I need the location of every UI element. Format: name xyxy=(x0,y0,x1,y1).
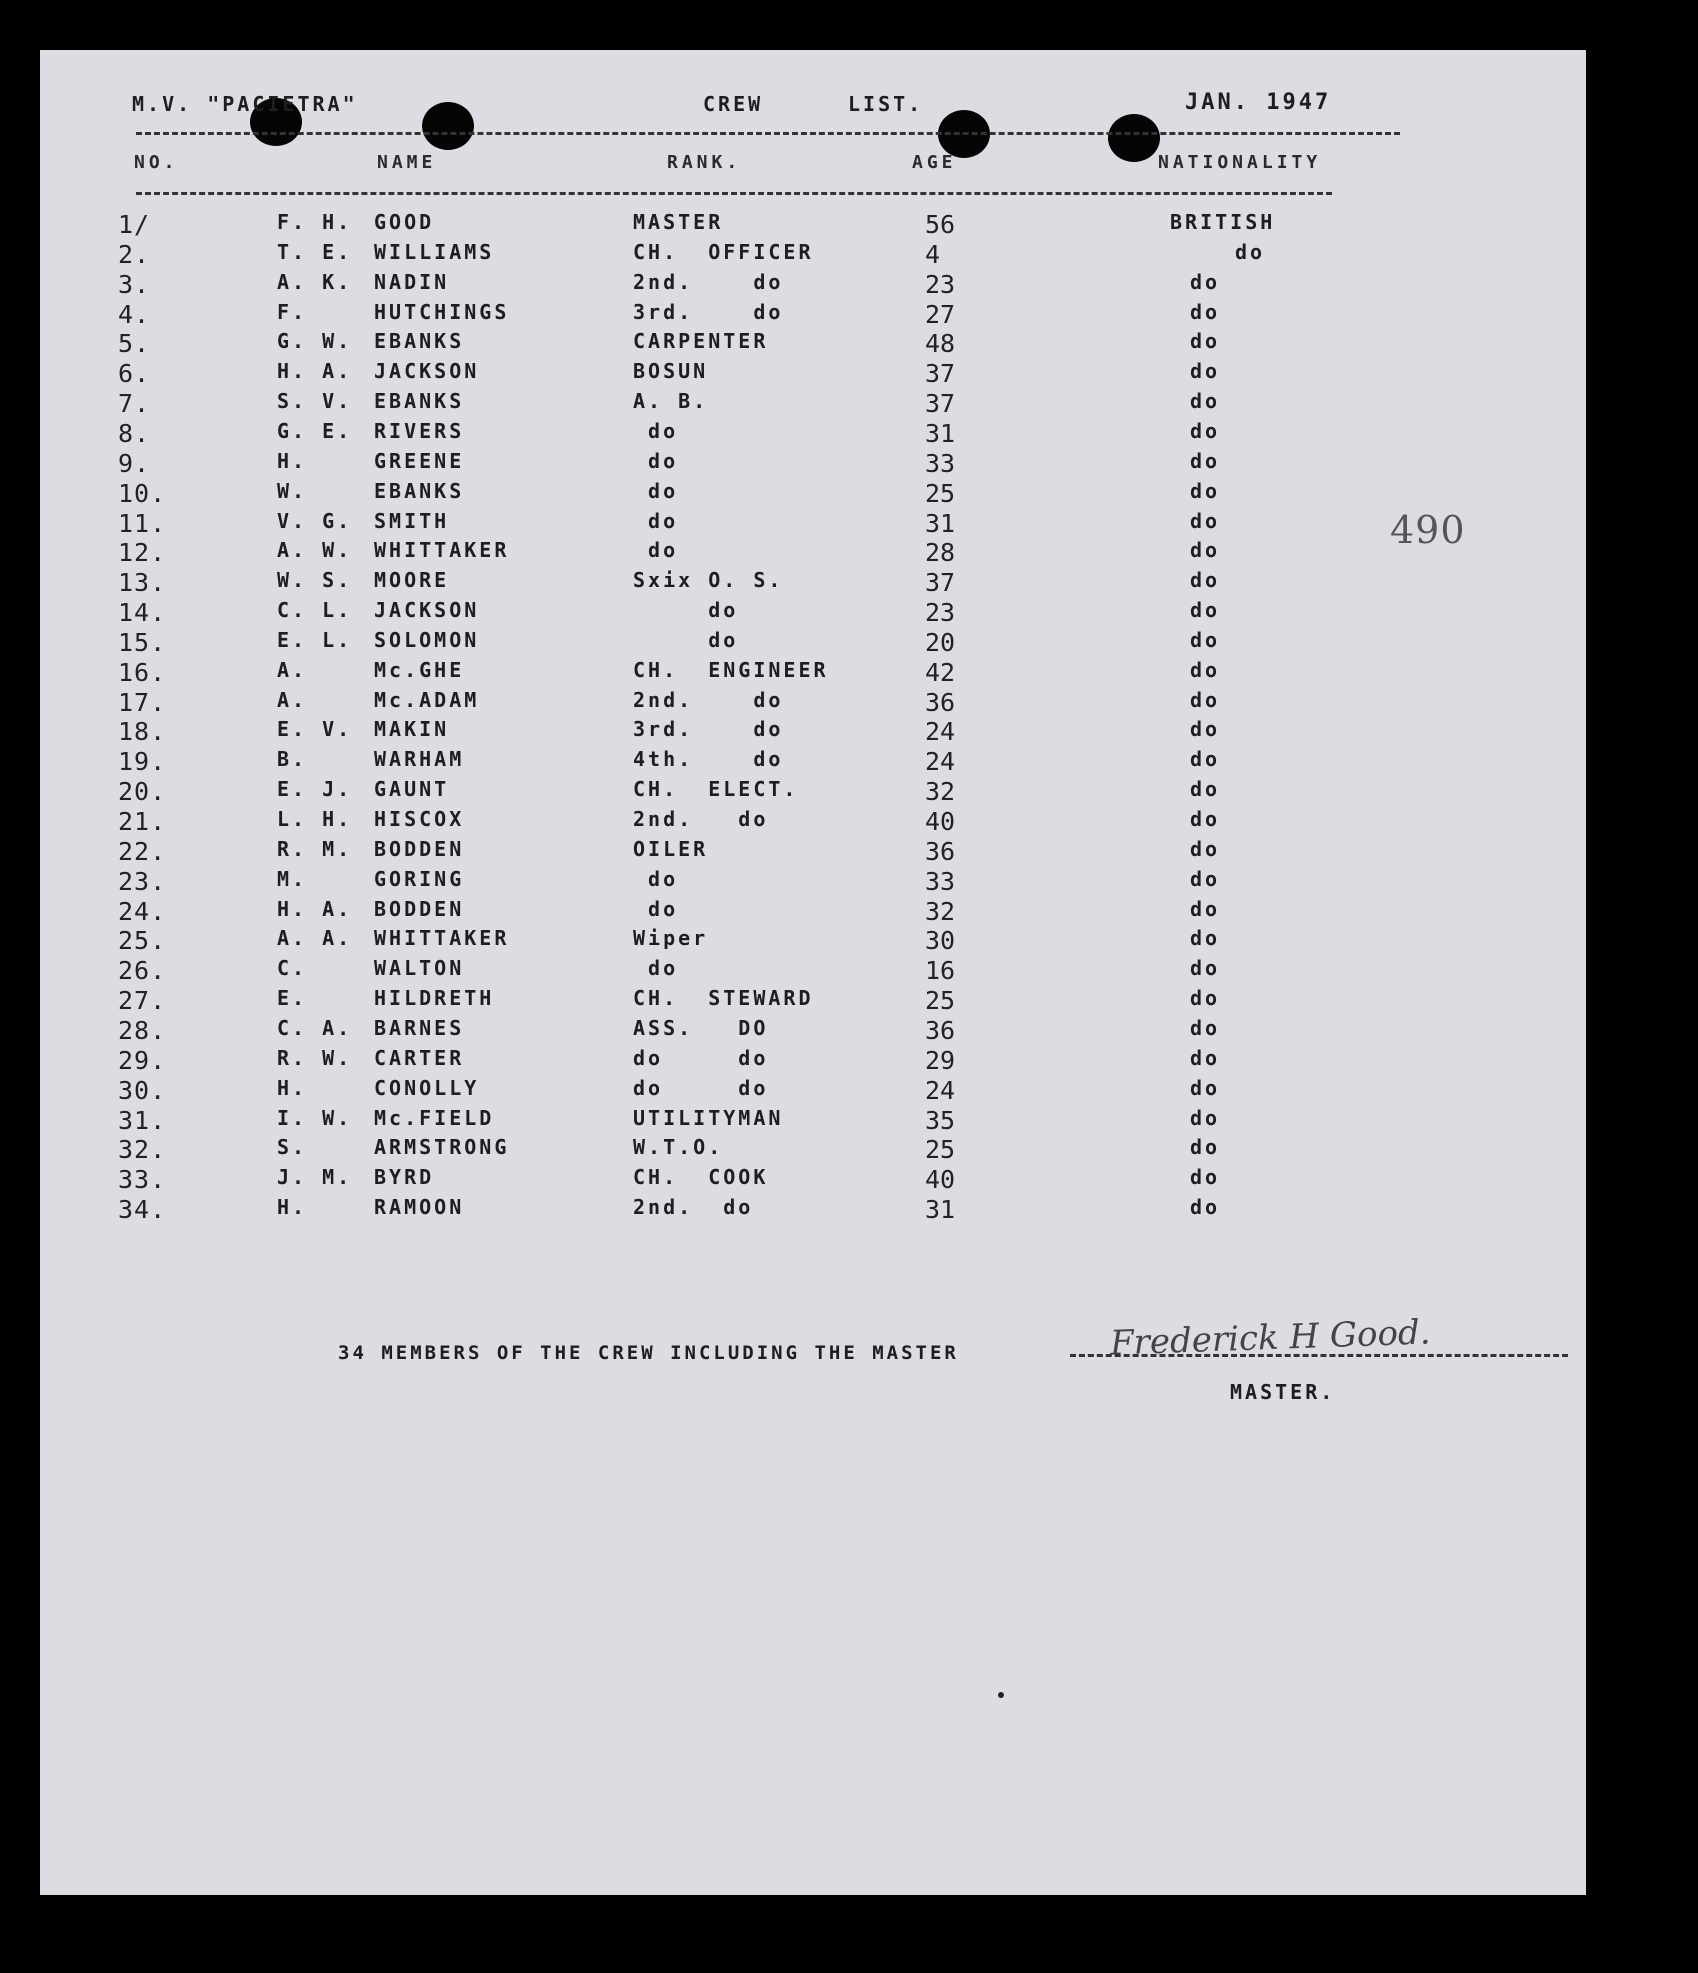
crew-rank: CH. STEWARD xyxy=(633,986,814,1011)
crew-initials: C. A. xyxy=(277,1015,353,1040)
crew-nationality: do xyxy=(1190,1165,1221,1190)
crew-nationality: do xyxy=(1190,598,1221,623)
table-row xyxy=(40,897,1586,927)
crew-rank: W.T.O. xyxy=(633,1135,724,1160)
crew-nationality: do xyxy=(1190,478,1221,503)
crew-initials: M. xyxy=(277,866,308,891)
crew-number: 22. xyxy=(118,836,167,866)
table-row xyxy=(40,747,1586,777)
crew-age: 56 xyxy=(925,210,956,239)
vessel-name: M.V. "PACIETRA" xyxy=(132,92,358,116)
crew-initials: W. S. xyxy=(277,568,353,593)
crew-initials: W. xyxy=(277,478,308,503)
crew-initials: H. xyxy=(277,1195,308,1220)
crew-rank: do xyxy=(633,896,679,921)
crew-surname: RIVERS xyxy=(374,418,465,443)
crew-age: 37 xyxy=(925,359,956,389)
crew-rank: A. B. xyxy=(633,389,709,414)
signature-line xyxy=(1070,1354,1568,1357)
crew-number: 12. xyxy=(118,538,167,568)
crew-number: 23. xyxy=(118,866,167,896)
crew-age: 36 xyxy=(925,836,956,866)
crew-surname: BARNES xyxy=(374,1015,465,1040)
crew-nationality: do xyxy=(1190,448,1221,473)
page-stamp-number: 490 xyxy=(1390,508,1466,552)
crew-rank: ASS. DO xyxy=(633,1015,769,1040)
table-row xyxy=(40,1195,1586,1225)
crew-initials: V. G. xyxy=(277,508,353,533)
table-row xyxy=(40,449,1586,479)
table-row xyxy=(40,837,1586,867)
crew-age: 37 xyxy=(925,389,956,419)
crew-number: 19. xyxy=(118,747,167,777)
crew-rank: 2nd. do xyxy=(633,807,769,831)
crew-initials: E. V. xyxy=(277,717,353,742)
crew-number: 29. xyxy=(118,1045,167,1075)
crew-nationality: do xyxy=(1190,508,1221,533)
crew-initials: H. A. xyxy=(277,359,353,384)
crew-age: 24 xyxy=(925,1075,956,1105)
crew-age: 40 xyxy=(925,1165,956,1195)
crew-surname: Mc.ADAM xyxy=(374,687,480,712)
crew-nationality: do xyxy=(1190,986,1221,1011)
crew-age: 25 xyxy=(925,1135,956,1165)
crew-nationality: do xyxy=(1190,1135,1221,1160)
crew-number: 34. xyxy=(118,1195,167,1225)
crew-initials: E. L. xyxy=(277,627,353,652)
crew-initials: G. W. xyxy=(277,329,353,354)
crew-surname: WHITTAKER xyxy=(374,926,510,951)
crew-nationality: do xyxy=(1190,1105,1221,1130)
crew-rank: 2nd. do xyxy=(633,687,784,712)
crew-surname: HISCOX xyxy=(374,807,465,831)
crew-surname: Mc.GHE xyxy=(374,657,465,682)
crew-surname: MOORE xyxy=(374,568,450,593)
crew-nationality: do xyxy=(1190,657,1221,682)
crew-surname: WALTON xyxy=(374,956,465,981)
crew-initials: H. xyxy=(277,448,308,473)
crew-surname: SOLOMON xyxy=(374,627,480,652)
crew-surname: JACKSON xyxy=(374,359,480,384)
crew-rank: CH. ELECT. xyxy=(633,777,799,802)
table-row xyxy=(40,1165,1586,1195)
crew-number: 11. xyxy=(118,508,167,538)
ink-speck xyxy=(998,1692,1004,1698)
table-row xyxy=(40,807,1586,837)
crew-number: 31. xyxy=(118,1105,167,1135)
table-row xyxy=(40,329,1586,359)
crew-surname: GAUNT xyxy=(374,777,450,802)
crew-number: 2. xyxy=(118,239,151,269)
crew-age: 31 xyxy=(925,418,956,448)
column-header-name: NAME xyxy=(377,152,437,173)
crew-age: 31 xyxy=(925,508,956,538)
crew-rank: 3rd. do xyxy=(633,299,784,324)
crew-initials: G. E. xyxy=(277,418,353,443)
crew-rank: 4th. do xyxy=(633,747,784,772)
crew-number: 14. xyxy=(118,598,167,628)
crew-surname: CARTER xyxy=(374,1045,465,1070)
crew-nationality: do xyxy=(1190,747,1221,772)
crew-rank: do xyxy=(633,538,679,563)
crew-initials: A. xyxy=(277,657,308,682)
crew-initials: A. K. xyxy=(277,269,353,294)
column-header-age: AGE xyxy=(912,152,957,173)
crew-rank: do xyxy=(633,508,679,533)
crew-number: 6. xyxy=(118,359,151,389)
crew-rank: do xyxy=(633,866,679,891)
crew-nationality: do xyxy=(1235,239,1266,264)
crew-number: 9. xyxy=(118,448,151,478)
crew-number: 18. xyxy=(118,717,167,747)
crew-number: 8. xyxy=(118,418,151,448)
crew-rank: Sxix O. S. xyxy=(633,568,784,593)
crew-age: 37 xyxy=(925,568,956,598)
crew-rank: CH. COOK xyxy=(633,1165,769,1190)
table-row xyxy=(40,568,1586,598)
crew-initials: J. M. xyxy=(277,1165,353,1190)
crew-rank: do do xyxy=(633,1075,769,1100)
crew-surname: MAKIN xyxy=(374,717,450,742)
crew-nationality: do xyxy=(1190,896,1221,921)
crew-nationality: do xyxy=(1190,1195,1221,1220)
crew-number: 7. xyxy=(118,389,151,419)
crew-nationality: do xyxy=(1190,418,1221,443)
crew-age: 20 xyxy=(925,627,956,657)
crew-age: 16 xyxy=(925,956,956,986)
table-row xyxy=(40,1135,1586,1165)
column-header-rule xyxy=(136,192,1332,195)
crew-rank: CH. ENGINEER xyxy=(633,657,829,682)
crew-initials: F. xyxy=(277,299,308,324)
table-row xyxy=(40,598,1586,628)
crew-surname: BYRD xyxy=(374,1165,435,1190)
crew-rank: do xyxy=(633,478,679,503)
crew-list-document xyxy=(40,50,1586,1895)
crew-age: 33 xyxy=(925,448,956,478)
crew-initials: A. xyxy=(277,687,308,712)
table-row xyxy=(40,479,1586,509)
crew-rank: do xyxy=(633,956,679,981)
crew-age: 4 xyxy=(925,239,941,269)
crew-age: 36 xyxy=(925,1015,956,1045)
table-row xyxy=(40,1046,1586,1076)
crew-age: 23 xyxy=(925,269,956,299)
crew-age: 27 xyxy=(925,299,956,329)
crew-number: 30. xyxy=(118,1075,167,1105)
table-row xyxy=(40,389,1586,419)
crew-age: 24 xyxy=(925,717,956,747)
crew-age: 32 xyxy=(925,896,956,926)
crew-age: 40 xyxy=(925,807,956,836)
crew-rank: do do xyxy=(633,1045,769,1070)
crew-age: 24 xyxy=(925,747,956,777)
crew-rank: do xyxy=(633,448,679,473)
crew-surname: BODDEN xyxy=(374,836,465,861)
crew-number: 24. xyxy=(118,896,167,926)
crew-surname: HUTCHINGS xyxy=(374,299,510,324)
crew-age: 48 xyxy=(925,329,956,359)
crew-age: 29 xyxy=(925,1045,956,1075)
crew-surname: WARHAM xyxy=(374,747,465,772)
crew-rank: OILER xyxy=(633,836,709,861)
crew-age: 23 xyxy=(925,598,956,628)
crew-initials: S. V. xyxy=(277,389,353,414)
crew-number: 5. xyxy=(118,329,151,359)
table-row xyxy=(40,359,1586,389)
crew-age: 30 xyxy=(925,926,956,956)
header-rule xyxy=(136,132,1400,135)
table-row xyxy=(40,509,1586,539)
crew-initials: E. J. xyxy=(277,777,353,802)
crew-number: 17. xyxy=(118,687,167,717)
crew-surname: BODDEN xyxy=(374,896,465,921)
crew-nationality: do xyxy=(1190,1075,1221,1100)
crew-rank: UTILITYMAN xyxy=(633,1105,784,1130)
crew-age: 33 xyxy=(925,866,956,896)
crew-age: 25 xyxy=(925,478,956,508)
crew-initials: H. A. xyxy=(277,896,353,921)
crew-initials: T. E. xyxy=(277,239,353,264)
table-row xyxy=(40,1106,1586,1136)
crew-initials: F. H. xyxy=(277,210,353,234)
crew-age: 28 xyxy=(925,538,956,568)
table-row xyxy=(40,688,1586,718)
crew-surname: WHITTAKER xyxy=(374,538,510,563)
crew-number: 15. xyxy=(118,627,167,657)
table-row xyxy=(40,1076,1586,1106)
crew-age: 32 xyxy=(925,777,956,807)
crew-surname: RAMOON xyxy=(374,1195,465,1220)
crew-number: 3. xyxy=(118,269,151,299)
crew-rank: CH. OFFICER xyxy=(633,239,814,264)
crew-rank: 2nd. do xyxy=(633,269,784,294)
crew-surname: HILDRETH xyxy=(374,986,495,1011)
table-row xyxy=(40,300,1586,330)
crew-initials: A. W. xyxy=(277,538,353,563)
crew-initials: C. L. xyxy=(277,598,353,623)
crew-number: 13. xyxy=(118,568,167,598)
table-row xyxy=(40,210,1586,240)
crew-surname: WILLIAMS xyxy=(374,239,495,264)
table-row xyxy=(40,867,1586,897)
crew-number: 4. xyxy=(118,299,151,329)
table-row xyxy=(40,538,1586,568)
table-row xyxy=(40,628,1586,658)
crew-rank: do xyxy=(633,418,679,443)
crew-initials: E. xyxy=(277,986,308,1011)
crew-number: 1/ xyxy=(118,210,151,239)
crew-number: 21. xyxy=(118,807,167,836)
crew-age: 35 xyxy=(925,1105,956,1135)
table-row xyxy=(40,1016,1586,1046)
signature-label: MASTER. xyxy=(1230,1380,1336,1404)
crew-surname: EBANKS xyxy=(374,478,465,503)
crew-initials: R. M. xyxy=(277,836,353,861)
crew-surname: GORING xyxy=(374,866,465,891)
crew-number: 26. xyxy=(118,956,167,986)
table-row xyxy=(40,717,1586,747)
crew-initials: R. W. xyxy=(277,1045,353,1070)
crew-nationality: do xyxy=(1190,926,1221,951)
punch-hole xyxy=(1108,114,1160,162)
crew-nationality: do xyxy=(1190,717,1221,742)
crew-initials: L. H. xyxy=(277,807,353,831)
crew-number: 25. xyxy=(118,926,167,956)
crew-nationality: do xyxy=(1190,627,1221,652)
crew-initials: B. xyxy=(277,747,308,772)
crew-rank: Wiper xyxy=(633,926,709,951)
crew-surname: EBANKS xyxy=(374,389,465,414)
crew-number: 32. xyxy=(118,1135,167,1165)
crew-initials: I. W. xyxy=(277,1105,353,1130)
crew-number: 20. xyxy=(118,777,167,807)
crew-number: 33. xyxy=(118,1165,167,1195)
crew-age: 31 xyxy=(925,1195,956,1225)
crew-nationality: do xyxy=(1190,687,1221,712)
crew-nationality: do xyxy=(1190,866,1221,891)
table-row xyxy=(40,777,1586,807)
crew-rank: BOSUN xyxy=(633,359,709,384)
crew-age: 36 xyxy=(925,687,956,717)
crew-initials: H. xyxy=(277,1075,308,1100)
crew-number: 10. xyxy=(118,478,167,508)
crew-surname: GREENE xyxy=(374,448,465,473)
crew-nationality: do xyxy=(1190,329,1221,354)
crew-nationality: do xyxy=(1190,299,1221,324)
crew-nationality: do xyxy=(1190,1015,1221,1040)
table-row xyxy=(40,270,1586,300)
crew-number: 16. xyxy=(118,657,167,687)
crew-count-statement: 34 MEMBERS OF THE CREW INCLUDING THE MASTER xyxy=(338,1342,959,1364)
crew-surname: GOOD xyxy=(374,210,435,234)
crew-surname: JACKSON xyxy=(374,598,480,623)
crew-nationality: do xyxy=(1190,807,1221,831)
crew-nationality: do xyxy=(1190,836,1221,861)
column-header-no: NO. xyxy=(134,152,179,173)
crew-rank: do xyxy=(633,627,739,652)
document-date: JAN. 1947 xyxy=(1185,90,1332,115)
crew-number: 27. xyxy=(118,986,167,1016)
crew-rank: 3rd. do xyxy=(633,717,784,742)
crew-nationality: do xyxy=(1190,359,1221,384)
crew-nationality: do xyxy=(1190,269,1221,294)
crew-initials: C. xyxy=(277,956,308,981)
crew-rank: 2nd. do xyxy=(633,1195,754,1220)
crew-nationality: do xyxy=(1190,1045,1221,1070)
title-crew: CREW xyxy=(703,92,764,116)
crew-surname: EBANKS xyxy=(374,329,465,354)
column-header-rank: RANK. xyxy=(667,152,742,173)
crew-age: 42 xyxy=(925,657,956,687)
crew-number: 28. xyxy=(118,1015,167,1045)
table-row xyxy=(40,658,1586,688)
crew-surname: NADIN xyxy=(374,269,450,294)
master-signature: Frederick H Good. xyxy=(1109,1312,1432,1364)
crew-rank: do xyxy=(633,598,739,623)
table-row xyxy=(40,419,1586,449)
crew-nationality: do xyxy=(1190,777,1221,802)
crew-surname: SMITH xyxy=(374,508,450,533)
crew-surname: CONOLLY xyxy=(374,1075,480,1100)
table-row xyxy=(40,240,1586,270)
crew-nationality: do xyxy=(1190,956,1221,981)
crew-rank: MASTER xyxy=(633,210,724,234)
crew-nationality: do xyxy=(1190,389,1221,414)
crew-nationality: BRITISH xyxy=(1170,210,1276,234)
crew-nationality: do xyxy=(1190,568,1221,593)
table-row xyxy=(40,926,1586,956)
crew-surname: ARMSTRONG xyxy=(374,1135,510,1160)
crew-surname: Mc.FIELD xyxy=(374,1105,495,1130)
table-row xyxy=(40,956,1586,986)
punch-hole xyxy=(422,102,474,150)
table-row xyxy=(40,986,1586,1016)
column-header-nationality: NATIONALITY xyxy=(1158,152,1322,173)
crew-age: 25 xyxy=(925,986,956,1016)
title-list: LIST. xyxy=(848,92,924,116)
crew-nationality: do xyxy=(1190,538,1221,563)
crew-initials: A. A. xyxy=(277,926,353,951)
crew-initials: S. xyxy=(277,1135,308,1160)
crew-rank: CARPENTER xyxy=(633,329,769,354)
